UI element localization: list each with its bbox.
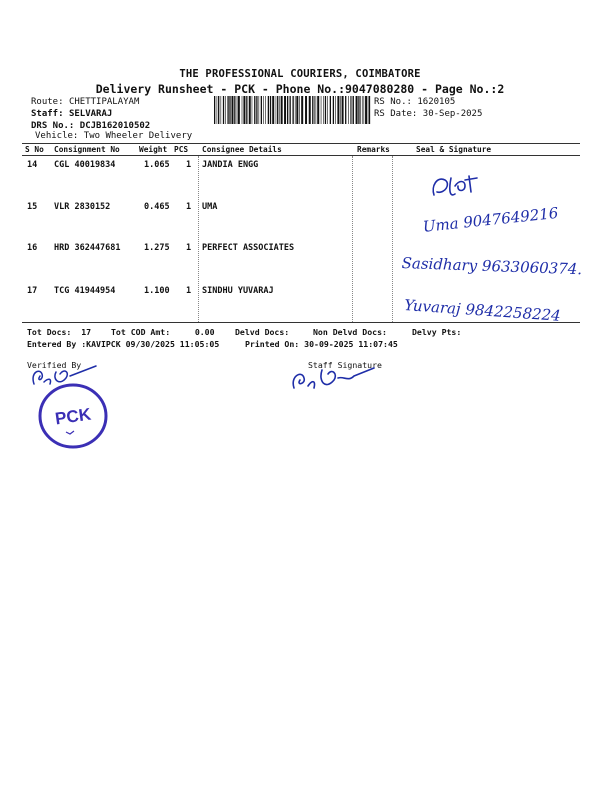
vehicle-value: Two Wheeler Delivery [83, 131, 193, 141]
row-consignment: CGL 40019834 [54, 160, 116, 170]
row-consignment: HRD 362447681 [54, 243, 121, 253]
staff-signature-mark [288, 362, 378, 394]
staff-value: SELVARAJ [68, 109, 113, 119]
route-line: Route: CHETTIPALAYAM [31, 97, 140, 107]
signature-row-14 [425, 168, 495, 202]
drs-line: DRS No.: DCJB162010502 [31, 121, 151, 131]
row-weight: 0.465 [144, 202, 170, 212]
row-consignee: JANDIA ENGG [202, 160, 259, 170]
row-sno: 14 [27, 160, 38, 170]
row-consignment: TCG 41944954 [54, 286, 116, 296]
row-pcs: 1 [186, 202, 192, 212]
tot-cod: Tot COD Amt: 0.00 [111, 327, 215, 337]
entered-by: Entered By :KAVIPCK 09/30/2025 11:05:05 [27, 339, 220, 349]
row-pcs: 1 [186, 160, 192, 170]
table-bottom-rule [22, 322, 580, 323]
row-consignee: SINDHU YUVARAJ [202, 286, 274, 296]
col-header-consignment: Consignment No [54, 145, 120, 154]
route-value: CHETTIPALAYAM [68, 97, 140, 107]
column-divider [392, 156, 393, 322]
row-weight: 1.275 [144, 243, 170, 253]
row-weight: 1.065 [144, 160, 170, 170]
row-consignment: VLR 2830152 [54, 202, 111, 212]
row-sno: 16 [27, 243, 38, 253]
signature-row-17: Yuvaraj 9842258224 [403, 296, 562, 325]
delvy-pts: Delvy Pts: [412, 327, 462, 337]
verified-by-label: Verified By [27, 360, 82, 370]
row-sno: 17 [27, 286, 38, 296]
drs-value: DCJB162010502 [79, 121, 151, 131]
signature-row-16: Sasidhary 9633060374. [401, 254, 583, 279]
runsheet-subtitle: Delivery Runsheet - PCK - Phone No.:9047080280 - Page No.:2 [95, 82, 505, 96]
company-title: THE PROFESSIONAL COURIERS, COIMBATORE [179, 68, 421, 80]
rs-date-value: 30-Sep-2025 [422, 109, 483, 119]
printed-on: Printed On: 30-09-2025 11:07:45 [245, 339, 398, 349]
tot-docs: Tot Docs: 17 [27, 327, 92, 337]
row-pcs: 1 [186, 286, 192, 296]
col-header-weight: Weight [139, 145, 168, 154]
vehicle-line: Vehicle: Two Wheeler Delivery [35, 131, 193, 141]
column-divider [352, 156, 353, 322]
column-divider [198, 156, 199, 322]
col-header-sno: S No [25, 145, 44, 154]
col-header-consignee: Consignee Details [202, 145, 282, 154]
row-weight: 1.100 [144, 286, 170, 296]
staff-signature-label: Staff Signature [308, 360, 382, 370]
non-delvd-docs: Non Delvd Docs: [313, 327, 387, 337]
rs-date-line: RS Date: 30-Sep-2025 [374, 109, 483, 119]
table-header-rule [22, 155, 580, 156]
table-top-rule [22, 143, 580, 144]
col-header-seal-signature: Seal & Signature [416, 145, 492, 154]
staff-line: Staff: SELVARAJ [31, 109, 113, 119]
pck-stamp [36, 380, 110, 452]
row-sno: 15 [27, 202, 38, 212]
rs-no-line: RS No.: 1620105 [374, 97, 456, 107]
rs-no-value: 1620105 [417, 97, 456, 107]
signature-row-15: Uma 9047649216 [422, 203, 560, 236]
barcode-icon [214, 96, 371, 124]
row-pcs: 1 [186, 243, 192, 253]
row-consignee: UMA [202, 202, 218, 212]
col-header-pcs: PCS [174, 145, 189, 154]
col-header-remarks: Remarks [357, 145, 390, 154]
delvd-docs: Delvd Docs: [235, 327, 290, 337]
row-consignee: PERFECT ASSOCIATES [202, 243, 295, 253]
stamp-text: PCK [53, 404, 93, 429]
